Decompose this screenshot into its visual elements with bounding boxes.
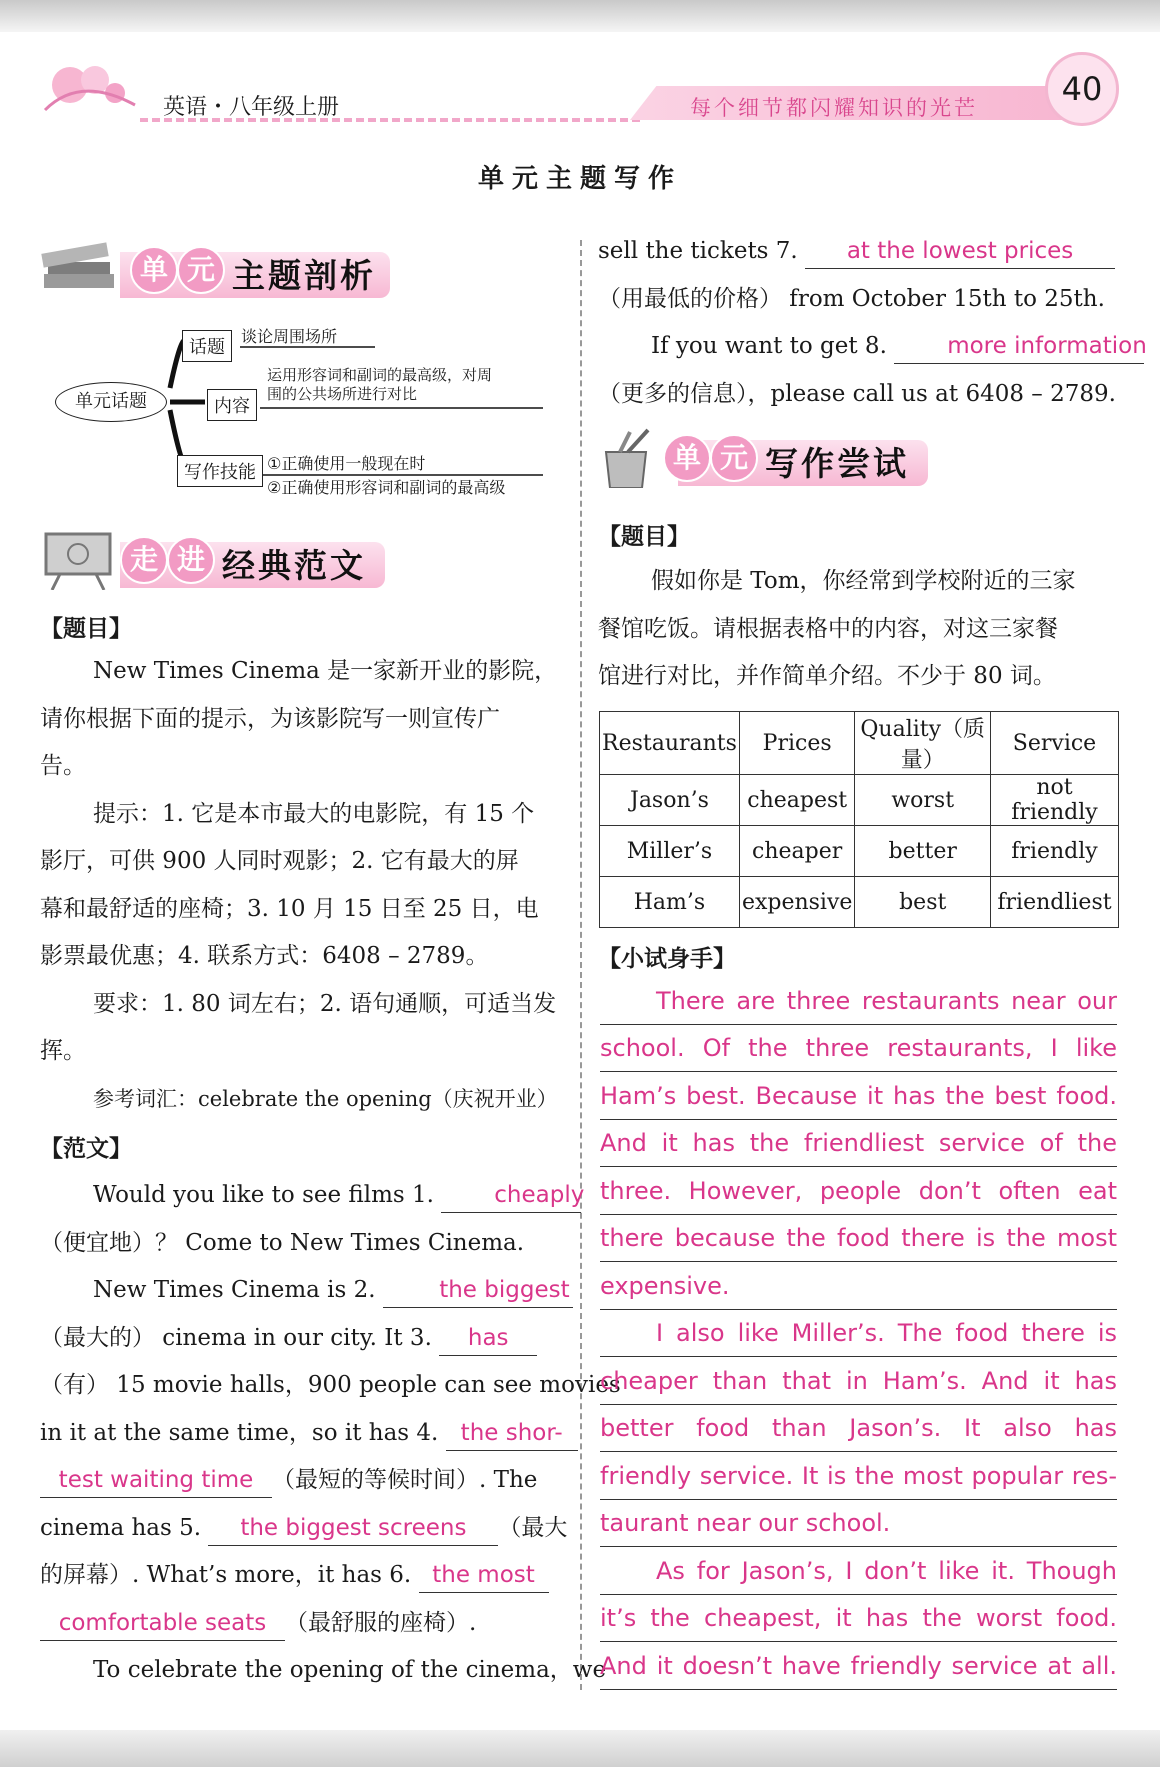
table-row <box>600 775 1119 826</box>
book-subject: 英语・八年级上册 <box>163 95 340 120</box>
section-title: 写作尝试 <box>765 444 909 483</box>
badge-char-2: 元 <box>710 434 758 482</box>
essay-text: Would you like to see films 1. <box>93 1182 434 1208</box>
answer-blank-6b: comfortable seats <box>40 1606 285 1641</box>
table-cell: expensive <box>739 877 854 928</box>
badge-char-2: 进 <box>167 536 215 584</box>
section-heading-model <box>40 530 400 586</box>
answer-blank-8: more information <box>894 329 1144 364</box>
table-cell: friendliest <box>991 877 1119 928</box>
essay-text: （最舒服的座椅）. <box>285 1609 477 1636</box>
essay-answer-line: cheaper than that in Ham’s. And it has <box>600 1358 1117 1405</box>
requirement-line: 挥。 <box>40 1038 86 1064</box>
center-topic: 单元话题 <box>55 382 167 422</box>
prompt-line: New Times Cinema 是一家新开业的影院， <box>93 658 558 684</box>
answer-blank-4b: test waiting time <box>40 1463 272 1498</box>
badge-char-2: 元 <box>177 246 225 294</box>
table-cell: cheapest <box>739 775 854 826</box>
essay-text: in it at the same time，so it has 4. <box>40 1419 439 1446</box>
essay-answer-line: I also like Miller’s. The food there is <box>600 1310 1117 1357</box>
restaurant-table <box>599 711 1119 928</box>
table-cell: cheaper <box>739 826 854 877</box>
task-line: 馆进行对比，并作简单介绍。不少于 80 词。 <box>598 663 1056 689</box>
essay-answer-line: it’s the cheapest, it has the worst food. <box>600 1595 1117 1642</box>
table-cell: worst <box>855 775 991 826</box>
badge-char-1: 单 <box>663 434 711 482</box>
column-divider <box>580 240 582 1690</box>
table-row <box>600 826 1119 877</box>
skill-1: ①正确使用一般现在时 <box>267 454 426 473</box>
practice-label: 【小试身手】 <box>598 946 736 972</box>
essay-text: （更多的信息），please call us at 6408 – 2789. <box>598 380 1116 407</box>
vocabulary-line: 参考词汇：celebrate the opening（庆祝开业） <box>93 1086 558 1111</box>
essay-answer-line: As for Jason’s, I don’t like it. Though <box>600 1548 1117 1595</box>
branch-topic-label: 话题 <box>182 330 232 362</box>
essay-text: （有） 15 movie halls，900 people can see movies <box>40 1372 621 1398</box>
table-row <box>600 877 1119 928</box>
answer-blank-1: cheaply <box>441 1178 581 1213</box>
hint-line: 影票最优惠；4. 联系方式：6408 – 2789。 <box>40 943 489 969</box>
table-cell: better <box>855 826 991 877</box>
answer-blank-3: has <box>439 1321 537 1356</box>
table-cell: Miller’s <box>600 826 740 877</box>
essay-answer-line: There are three restaurants near our <box>600 978 1117 1025</box>
table-cell: best <box>855 877 991 928</box>
essay-text: To celebrate the opening of the cinema，we <box>93 1657 607 1683</box>
page-number: 40 <box>1045 52 1119 126</box>
section-heading-writing <box>598 428 958 484</box>
task-line: 假如你是 Tom，你经常到学校附近的三家 <box>651 568 1076 594</box>
badge-char-1: 走 <box>120 536 168 584</box>
branch-content-label: 内容 <box>207 389 257 421</box>
essay-text: sell the tickets 7. <box>598 238 798 264</box>
topic-label: 【题目】 <box>40 616 132 642</box>
essay-answer-line: friendly service. It is the most popular res- <box>600 1453 1117 1500</box>
essay-answer-line: Ham’s best. Because it has the best food. <box>600 1073 1117 1120</box>
essay-answer-line: better food than Jason’s. It also has <box>600 1405 1117 1452</box>
table-header: Quality（质量） <box>855 712 991 775</box>
bottom-edge <box>0 1730 1160 1767</box>
task-label: 【题目】 <box>598 524 690 550</box>
page-title: 单元主题写作 <box>477 164 682 194</box>
branch-skills-text <box>267 452 505 500</box>
essay-answer-line: And it has the friendliest service of the <box>600 1120 1117 1167</box>
table-header-row <box>600 712 1119 775</box>
model-essay <box>40 1172 621 1695</box>
essay-text: （便宜地）？ Come to New Times Cinema. <box>40 1229 525 1256</box>
table-cell: Ham’s <box>600 877 740 928</box>
section-title: 主题剖析 <box>232 256 376 295</box>
content-line-1: 运用形容词和副词的最高级，对周 <box>267 366 493 384</box>
essay-answer-line: And it doesn’t have friendly service at all. <box>600 1643 1117 1690</box>
section-title: 经典范文 <box>222 546 366 585</box>
answer-blank-6a: the most <box>419 1558 549 1593</box>
branch-topic-text: 谈论周围场所 <box>241 327 338 346</box>
answer-blank-7: at the lowest prices <box>805 234 1115 269</box>
table-header: Restaurants <box>600 712 740 775</box>
essay-answer-line: three. However, people don’t often eat <box>600 1168 1117 1215</box>
table-header: Service <box>991 712 1119 775</box>
hint-line: 影厅，可供 900 人同时观影；2. 它有最大的屏 <box>40 848 519 874</box>
header-dashed-line <box>140 118 640 122</box>
essay-text: 的屏幕）. What’s more，it has 6. <box>40 1562 412 1588</box>
essay-answer-line: there because the food there is the most <box>600 1215 1117 1262</box>
prompt-text <box>40 648 560 1123</box>
flower-ornament-icon <box>40 55 140 120</box>
top-edge <box>0 0 1160 32</box>
essay-text: （最大的） cinema in our city. It 3. <box>40 1324 432 1351</box>
skill-2: ②正确使用形容词和副词的最高级 <box>267 478 506 497</box>
essay-answer-line: taurant near our school. <box>600 1500 1117 1547</box>
table-cell: friendly <box>991 826 1119 877</box>
mind-map <box>55 320 545 505</box>
essay-answer-line: expensive. <box>600 1263 1117 1310</box>
essay-answer-line: school. Of the three restaurants, I like <box>600 1025 1117 1072</box>
essay-text: New Times Cinema is 2. <box>93 1277 376 1303</box>
essay-text: cinema has 5. <box>40 1514 202 1541</box>
essay-text: If you want to get 8. <box>651 333 887 359</box>
prompt-line: 请你根据下面的提示，为该影院写一则宣传广 <box>40 705 500 732</box>
badge-char-1: 单 <box>130 246 178 294</box>
essay-text: （用最低的价格） from October 15th to 25th. <box>598 285 1105 312</box>
prompt-line: 告。 <box>40 753 86 779</box>
branch-skills-label: 写作技能 <box>177 455 263 487</box>
hint-line: 提示：1. 它是本市最大的电影院，有 15 个 <box>93 800 535 827</box>
task-text <box>598 558 1118 701</box>
presentation-board-icon <box>40 530 120 590</box>
books-icon <box>40 240 120 300</box>
task-line: 餐馆吃饭。请根据表格中的内容，对这三家餐 <box>598 615 1058 642</box>
section-heading-analysis <box>40 240 400 296</box>
answer-blank-5: the biggest screens <box>208 1511 498 1546</box>
branch-content-text <box>267 366 492 404</box>
content-line-2: 围的公共场所进行对比 <box>267 385 418 403</box>
table-cell: Jason’s <box>600 775 740 826</box>
model-essay-continued <box>598 228 1147 418</box>
hint-line: 幕和最舒适的座椅；3. 10 月 15 日至 25 日，电 <box>40 895 539 922</box>
requirement-line: 要求：1. 80 词左右；2. 语句通顺，可适当发 <box>93 990 557 1017</box>
table-cell: not friendly <box>991 775 1119 826</box>
answer-blank-4a: the shor- <box>446 1416 578 1451</box>
answer-blank-2: the biggest <box>383 1273 573 1308</box>
essay-text: （最大 <box>498 1514 568 1541</box>
model-essay-label: 【范文】 <box>40 1136 132 1162</box>
essay-text: （最短的等候时间）. The <box>272 1467 538 1493</box>
table-header: Prices <box>739 712 854 775</box>
header-motto: 每个细节都闪耀知识的光芒 <box>690 96 978 120</box>
